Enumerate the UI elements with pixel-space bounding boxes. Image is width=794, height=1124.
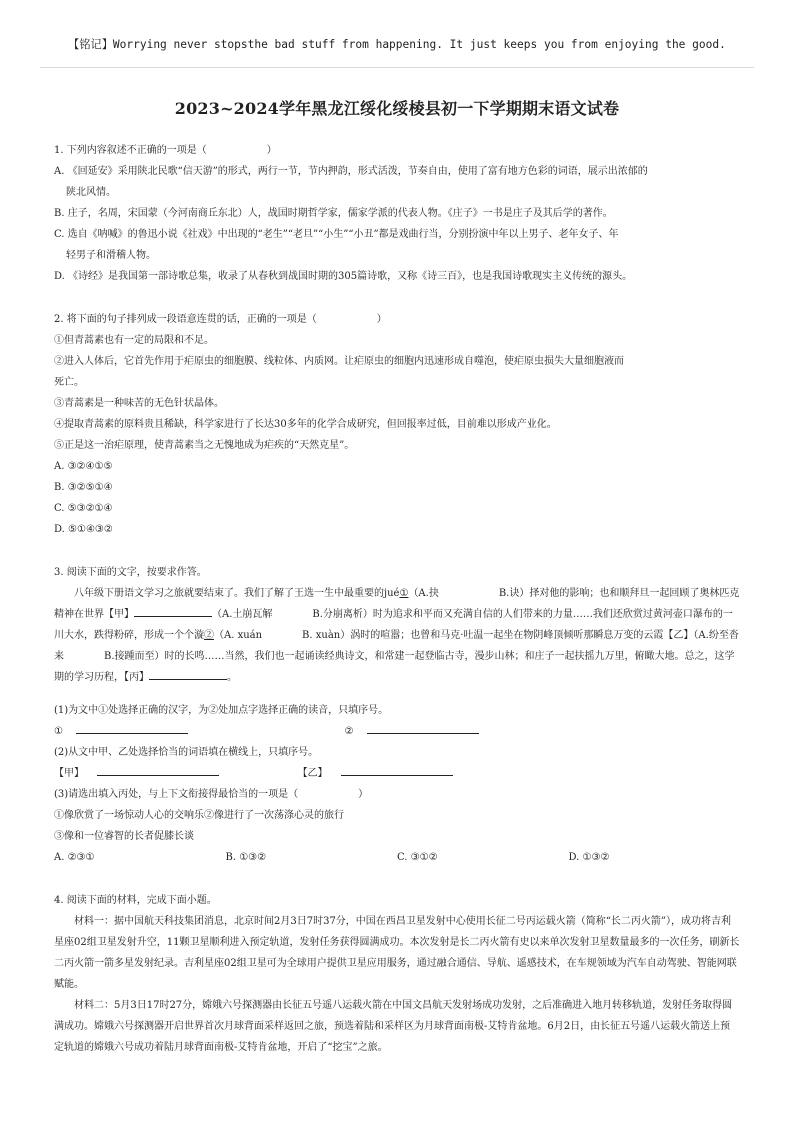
q3-stem: 3. 阅读下面的文字，按要求作答。: [54, 567, 207, 578]
answer-line-2[interactable]: [367, 722, 479, 734]
q1-option-d: D. 《诗经》是我国第一部诗歌总集，收录了从春秋到战国时期的305篇诗歌，又称《诗三百》，也是我国诗歌现实主义传统的源头。: [54, 271, 633, 282]
q3-sub-1: (1)为文中①处选择正确的汉字，为②处加点字选择正确的读音，只填序号。: [54, 705, 389, 716]
answer-label-2: ②: [344, 726, 354, 737]
q2-sentence-2-cont: 死亡。: [54, 377, 84, 388]
q1-option-a-cont: 陕北风情。: [66, 187, 116, 198]
q3-marker-2: ②: [204, 630, 214, 641]
q3-choice-a: A. ②③①: [54, 852, 95, 863]
q1-stem: 1. 下列内容叙述不正确的一项是（ ）: [54, 145, 277, 156]
header-divider: [40, 67, 754, 68]
jia-blank: [134, 605, 212, 617]
q2-sentence-4: ④提取青蒿素的原料贵且稀缺，科学家进行了长达30多年的化学合成研究，但回报率过低，目前难以形成产业化。: [54, 419, 557, 430]
exam-content: [54, 140, 740, 1058]
motto-header: 【铭记】Worrying never stopsthe bad stuff from happening. It just keeps you from enjoying the good.: [68, 38, 726, 51]
q3-passage-part-2: （A.抉 B.诀）择对他的影响；也和顺拜旦一起回顾了奥林匹克精神在世界【甲】: [54, 588, 740, 620]
q2-option-b: B. ③②⑤①④: [54, 482, 113, 493]
q3-choice-b: B. ①③②: [225, 852, 267, 863]
q2-option-d: D. ⑤①④③②: [54, 524, 113, 535]
question-2: [54, 309, 740, 540]
answer-line-yi[interactable]: [341, 764, 453, 776]
q1-option-c: C. 选自《呐喊》的鲁迅小说《社戏》中出现的“老生”“老旦”“小生”“小丑”都是戏曲行当，分别扮演中年以上男子、老年女子、年: [54, 229, 619, 240]
q3-sub-3-options-2: ③像和一位睿智的长者促膝长谈: [54, 831, 194, 842]
q4-material-2: 材料二：5月3日17时27分，嫦娥六号探测器由长征五号遥八运载火箭在中国文昌航天发射场成功发射，之后准确进入地月转移轨道，发射任务取得圆满成功。嫦娥六号探测器开启世界首次月球背面采样返回之旅，预选着陆和采样区为月球背面南极-艾特肯盆地。6月2日，由长征五号遥八运载火箭送上预定轨道的嫦娥六号成功着陆月球背面南极-艾特肯盆地，开启了“挖宝”之旅。: [54, 1000, 733, 1053]
q2-sentence-1: ①但青蒿素也有一定的局限和不足。: [54, 335, 214, 346]
answer-label-jia: 【甲】: [54, 768, 84, 779]
q3-passage: [54, 583, 740, 688]
q3-passage-part-5: 。: [227, 672, 237, 683]
q3-marker-1: ①: [399, 588, 409, 599]
q1-option-b: B. 庄子，名周，宋国蒙（今河南商丘东北）人，战国时期哲学家，儒家学派的代表人物。《庄子》一书是庄子及其后学的著作。: [54, 208, 613, 219]
q1-option-c-cont: 轻男子和滑稽人物。: [66, 250, 156, 261]
q2-sentence-2: ②进入人体后，它首先作用于疟原虫的细胞膜、线粒体、内质网。让疟原虫的细胞内迅速形成自噬泡，使疟原虫损失大量细胞液而: [54, 356, 624, 367]
q3-sub-2-answers: [54, 763, 740, 784]
q2-sentence-3: ③青蒿素是一种味苦的无色针状晶体。: [54, 398, 224, 409]
bing-blank: [149, 668, 227, 680]
q3-passage-part-1: 八年级下册语文学习之旅就要结束了。我们了解了王选一生中最重要的jué: [74, 588, 400, 599]
question-3: [54, 562, 740, 868]
q2-option-c: C. ⑤③②①④: [54, 503, 113, 514]
q2-stem: 2. 将下面的句子排列成一段语意连贯的话，正确的一项是（ ）: [54, 314, 387, 325]
q3-passage-part-3: （A.土崩瓦解 B.分崩离析）时为追求和平而又充满自信的人们带来的力量……我们还欣赏过黄河壶口瀑布的一川大水，跌得粉碎，形成一个个漩: [54, 609, 733, 641]
q2-sentence-5: ⑤正是这一治疟原理，使青蒿素当之无愧地成为疟疾的“天然克星”。: [54, 440, 355, 451]
q3-choice-c: C. ③①②: [397, 852, 438, 863]
q3-passage-part-4: （A. xuán B. xuàn）涡时的喧嚣；也曾和马克·吐温一起坐在物阴峰顶倾听那瞬息万变的云霞【乙】（A.纷至沓来 B.接踵而至）时的长鸣……当然，我们也一起诵读经典诗文，和常建一起登临古寺，漫步山林；和庄子一起扶摇九万里，俯瞰大地。总之，这学期的学习历程，【丙】: [54, 630, 739, 683]
q3-sub-3: (3)请选出填入丙处，与上下文衔接得最恰当的一项是（ ）: [54, 789, 369, 800]
answer-label-1: ①: [54, 726, 63, 737]
q3-sub-3-options-1: ①像欣赏了一场惊动人心的交响乐②像进行了一次荡涤心灵的旅行: [54, 810, 344, 821]
exam-title: 2023~2024学年黑龙江绥化绥棱县初一下学期期末语文试卷: [174, 99, 620, 118]
answer-line-1[interactable]: [76, 722, 188, 734]
q2-option-a: A. ③②④①⑤: [54, 461, 113, 472]
question-4: [54, 890, 740, 1058]
q3-choice-d: D. ①③②: [568, 852, 610, 863]
q4-stem: 4. 阅读下面的材料，完成下面小题。: [54, 895, 217, 906]
answer-label-yi: 【乙】: [297, 768, 328, 779]
q3-sub-1-answers: [54, 721, 740, 742]
q3-sub-2: (2)从文中甲、乙处选择恰当的词语填在横线上，只填序号。: [54, 747, 319, 758]
q1-option-a: A. 《回延安》采用陕北民歌“信天游”的形式，两行一节，节内押韵，形式活泼，节奏自由，使用了富有地方色彩的词语，展示出浓郁的: [54, 166, 648, 177]
question-1: [54, 140, 740, 287]
q3-choices: [54, 847, 740, 868]
q4-material-1: 材料一：据中国航天科技集团消息，北京时间2月3日7时37分，中国在西昌卫星发射中心使用长征二号丙运载火箭（简称“长二丙火箭”），成功将吉利星座02组卫星发射升空，11颗卫星顺利进入预定轨道，发射任务获得圆满成功。本次发射是长二丙火箭有史以来单次发射卫星数量最多的一次任务，刷新长二丙火箭一箭多星发射纪录。吉利星座02组卫星可为全球用户提供卫星应用服务，通过融合通信、导航、遥感技术，在车规领域为汽车自动驾驶、智能网联赋能。: [54, 916, 740, 990]
answer-line-jia[interactable]: [97, 764, 219, 776]
